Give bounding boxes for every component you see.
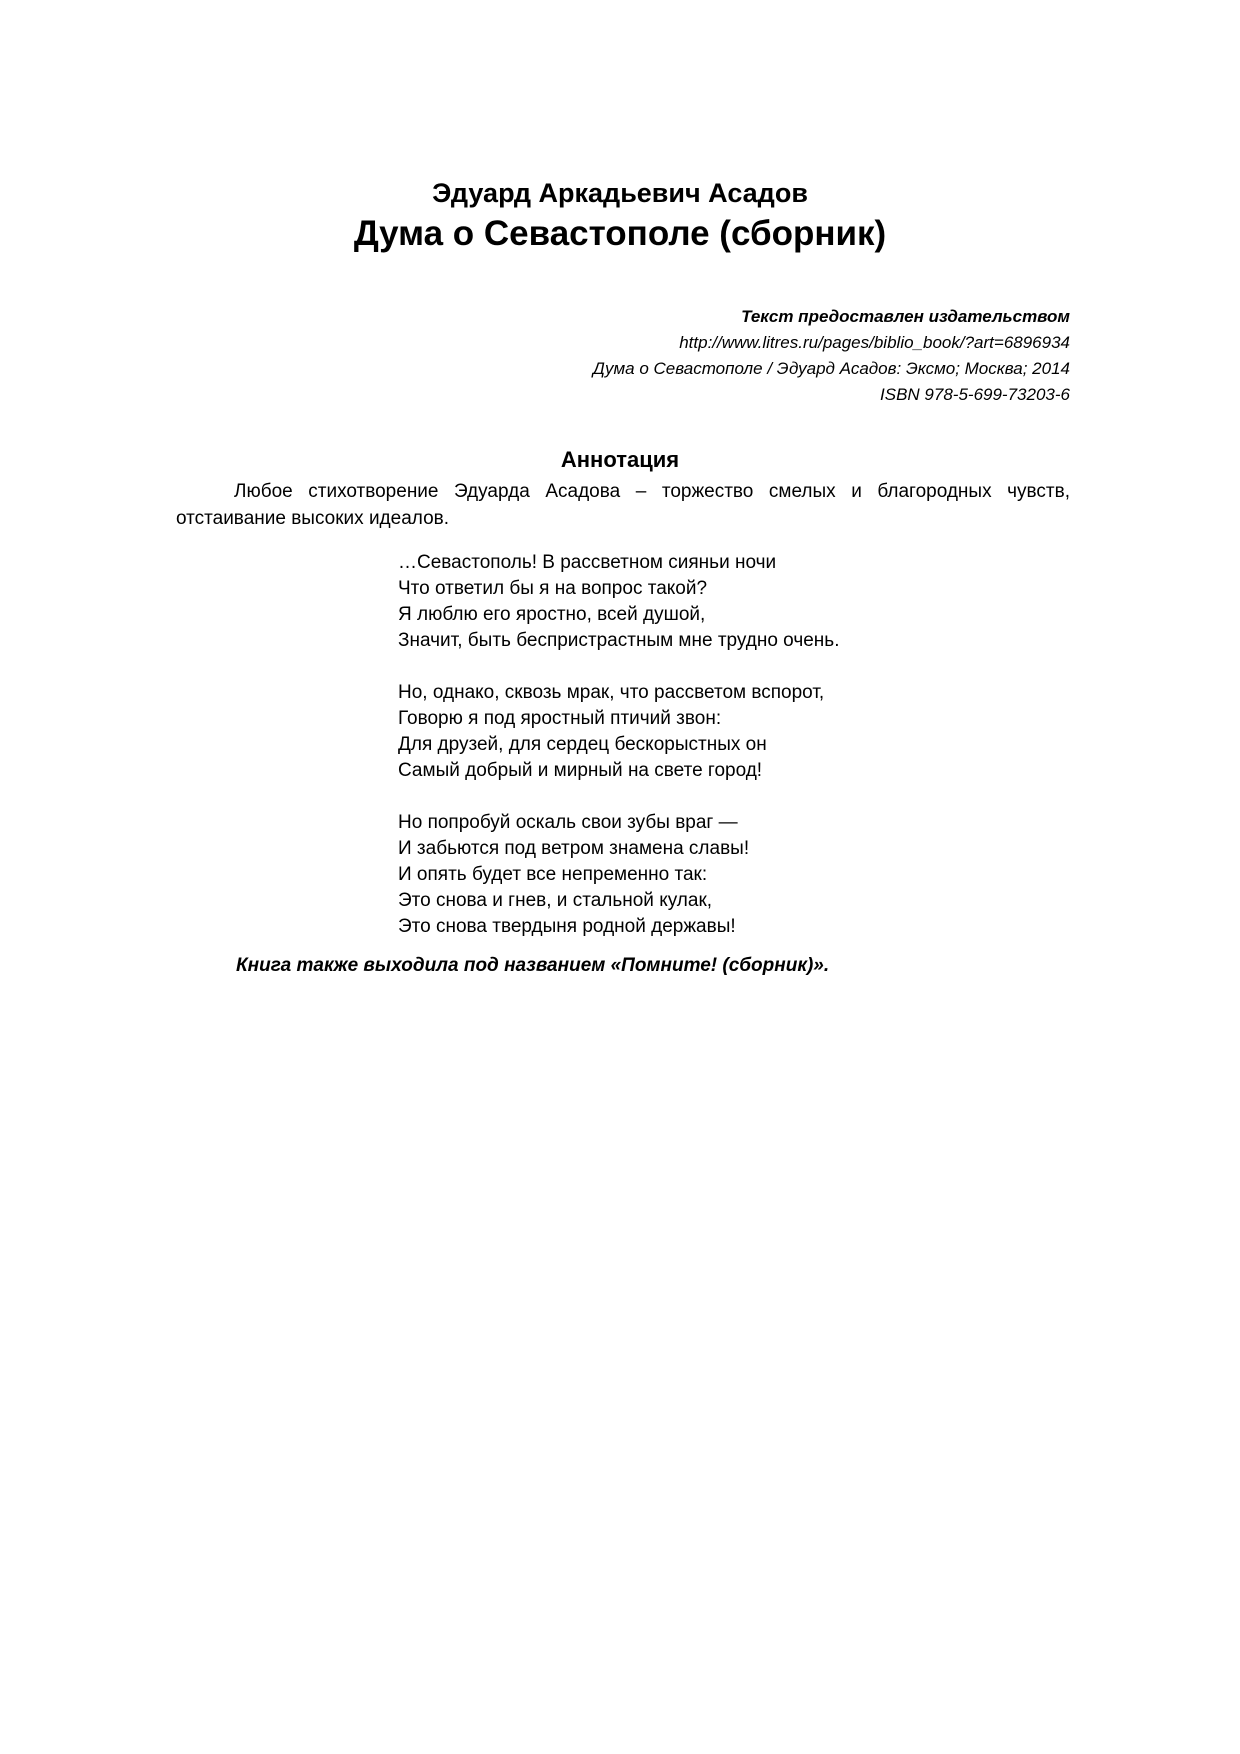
poem-line: И забьются под ветром знамена славы! bbox=[398, 838, 750, 859]
poem-line: Я люблю его яростно, всей душой, bbox=[398, 604, 706, 625]
poem-stanza-3 bbox=[398, 810, 1038, 940]
publisher-info bbox=[370, 304, 1070, 408]
poem-line: Но попробуй оскаль свои зубы враг — bbox=[398, 812, 738, 833]
poem-line: И опять будет все непременно так: bbox=[398, 864, 708, 885]
book-title: Дума о Севастополе (сборник) bbox=[353, 214, 887, 253]
poem-line: Самый добрый и мирный на свете город! bbox=[398, 760, 763, 781]
poem-line: Говорю я под яростный птичий звон: bbox=[398, 708, 722, 729]
publication-details: Дума о Севастополе / Эдуард Асадов: Эксмо; Москва; 2014 bbox=[592, 359, 1070, 378]
poem-line: Что ответил бы я на вопрос такой? bbox=[398, 578, 708, 599]
poem-line: Это снова и гнев, и стальной кулак, bbox=[398, 890, 713, 911]
alternate-title-note: Книга также выходила под названием «Помните! (сборник)». bbox=[236, 955, 830, 976]
isbn: ISBN 978-5-699-73203-6 bbox=[880, 385, 1070, 404]
poem-stanza-1 bbox=[398, 550, 1038, 654]
poem-line: Это снова твердыня родной державы! bbox=[398, 916, 736, 937]
annotation-heading: Аннотация bbox=[560, 447, 680, 472]
book-author: Эдуард Аркадьевич Асадов bbox=[432, 178, 808, 208]
poem-line: Значит, быть беспристрастным мне трудно очень. bbox=[398, 630, 840, 651]
poem-line: Но, однако, сквозь мрак, что рассветом вспорот, bbox=[398, 682, 825, 703]
publisher-url: http://www.litres.ru/pages/biblio_book/?art=6896934 bbox=[679, 333, 1070, 352]
poem-stanza-2 bbox=[398, 680, 1038, 784]
annotation-text: Любое стихотворение Эдуарда Асадова – торжество смелых и благородных чувств, отстаивание высоких идеалов. bbox=[176, 481, 1070, 529]
publisher-credit: Текст предоставлен издательством bbox=[741, 307, 1070, 326]
poem bbox=[398, 550, 1038, 966]
poem-line: …Севастополь! В рассветном сияньи ночи bbox=[398, 552, 777, 573]
poem-line: Для друзей, для сердец бескорыстных он bbox=[398, 734, 767, 755]
